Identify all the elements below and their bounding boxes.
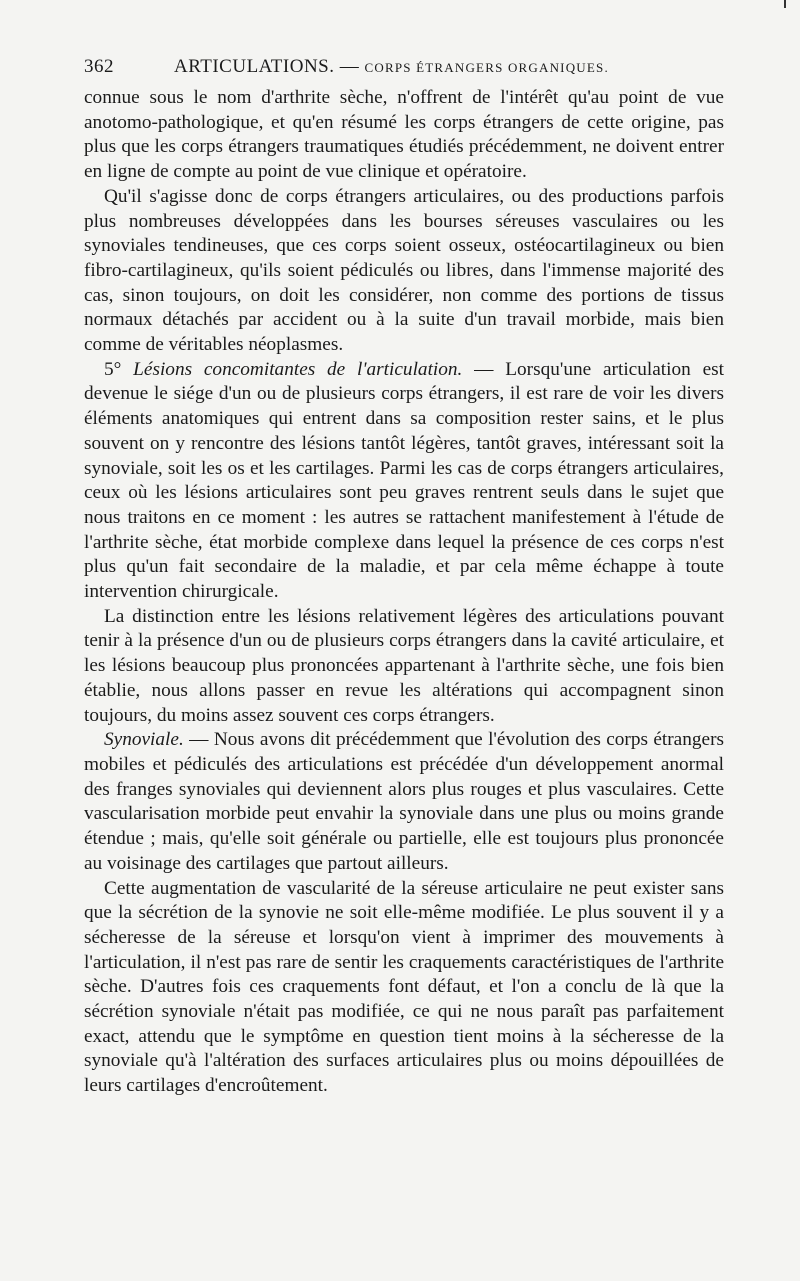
paragraph-distinction: La distinction entre les lésions relativement légères des articulations pouvant tenir à la présence d'un ou de plusieurs corps étrangers dans la cavité articulaire, et les lésions beaucoup plus prononcées appartenant à l'arthrite sèche, une fois bien établie, nous allons passer en revue les altérations qui accompagnent sinon toujours, du moins assez souvent ces corps étrangers. <box>84 605 724 726</box>
edge-mark <box>784 0 786 8</box>
running-header <box>84 56 724 86</box>
page-number: 362 <box>84 56 114 77</box>
paragraph-synoviale <box>84 728 724 876</box>
running-title-sub: CORPS ÉTRANGERS ORGANIQUES. <box>364 60 609 75</box>
paragraph-body: — Nous avons dit précédemment que l'évolution des corps étrangers mobiles et pédiculés des articulations est précédée d'un développement anormal des franges synoviales qui deviennent alors plus rouges et plus vasculaires. Cette vascularisation morbide peut envahir la synoviale dans une plus ou moins grande étendue ; mais, qu'elle soit générale ou partielle, elle est toujours plus prononcée au voisinage des cartilages que partout ailleurs. <box>84 729 724 874</box>
paragraph-vascularite: Cette augmentation de vascularité de la séreuse articulaire ne peut exister sans que la sécrétion de la synovie ne soit elle-même modifiée. Le plus souvent il y a sécheresse de la séreuse et lorsqu'on vient à imprimer des mouvements à l'articulation, il n'est pas rare de sentir les craquements caractéristiques de l'arthrite sèche. D'autres fois ces craquements font défaut, et l'on a conclu de là que la sécrétion synoviale n'était pas modifiée, ce qui ne nous paraît pas parfaitement exact, attendu que le symptôme en question tient moins à la sécheresse de la synoviale qu'à l'altération des surfaces articulaires plus ou moins dépouillées de leurs cartilages d'encroûtement. <box>84 877 724 1097</box>
paragraph-lesions-concomitantes <box>84 358 724 605</box>
paragraph-body: — Lorsqu'une articulation est devenue le siége d'un ou de plusieurs corps étrangers, il est rare de voir les divers éléments anatomiques qui entrent dans sa composition rester sains, et le plus souvent on y rencontre des lésions tantôt légères, tantôt graves, intéressant soit la synoviale, soit les os et les cartilages. Parmi les cas de corps étrangers articulaires, ceux où les lésions articulaires sont peu graves rentrent seuls dans le sujet que nous traitons en ce moment : les autres se rattachent manifestement à l'étude de l'arthrite sèche, état morbide complexe dans lequel la présence de ces corps n'est plus qu'un fait secondaire de la maladie, et par cela même échappe à toute intervention chirurgicale. <box>84 358 724 603</box>
running-title <box>174 56 724 78</box>
paragraph-neoplasmes: Qu'il s'agisse donc de corps étrangers articulaires, ou des productions parfois plus nombreuses développées dans les bourses séreuses vasculaires ou les synoviales tendineuses, que ces corps soient osseux, ostéocartilagineux ou bien fibro-cartilagineux, qu'ils soient pédiculés ou libres, dans l'immense majorité des cas, sinon toujours, on doit les considérer, non comme des portions de tissus normaux détachés par accident ou à la suite d'un travail morbide, mais bien comme de véritables néoplasmes. <box>84 185 724 356</box>
section-heading-synoviale: Synoviale. <box>104 729 184 751</box>
paragraph-continuation: connue sous le nom d'arthrite sèche, n'offrent de l'intérêt qu'au point de vue anotomo-pathologique, et qu'en résumé les corps étrangers de cette origine, pas plus que les corps étrangers traumatiques étudiés précédemment, ne doivent entrer en ligne de compte au point de vue clinique et opératoire. <box>84 87 724 183</box>
section-number: 5° <box>104 358 122 380</box>
running-title-main: ARTICULATIONS. — <box>174 56 360 77</box>
section-heading-lesions: Lésions concomitantes de l'articulation. <box>133 358 463 380</box>
book-page <box>84 56 724 1099</box>
